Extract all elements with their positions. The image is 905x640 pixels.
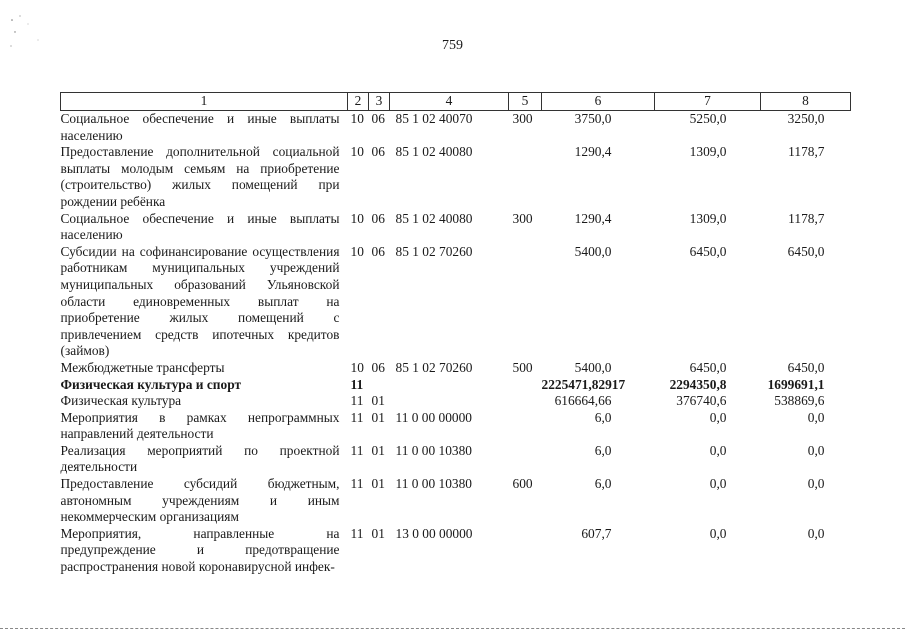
subsection-code: 06	[371, 210, 385, 226]
table-row	[61, 476, 851, 526]
amount-col-8: 6450,0	[787, 243, 825, 259]
amount-col-7: 2294350,8	[669, 376, 727, 392]
amount-col-8: 3250,0	[787, 111, 825, 126]
subsection-code: 01	[371, 525, 385, 541]
column-header-4: 4	[390, 93, 509, 111]
table-row	[61, 526, 851, 576]
table-row	[61, 144, 851, 210]
amount-col-8: 538869,6	[774, 393, 825, 409]
section-code: 11	[350, 476, 364, 492]
column-header-1: 1	[61, 93, 348, 111]
target-article-code: 85 1 02 70260	[395, 243, 473, 259]
target-article-code: 85 1 02 70260	[395, 359, 473, 375]
amount-col-8: 1699691,1	[767, 376, 825, 392]
table-row	[61, 111, 851, 145]
amount-col-6: 1290,4	[574, 144, 612, 160]
amount-col-7: 6450,0	[689, 359, 727, 375]
target-article-code: 13 0 00 00000	[395, 525, 473, 541]
target-article-code: 85 1 02 40080	[395, 210, 473, 226]
amount-col-8: 0,0	[807, 525, 825, 541]
amount-col-7: 0,0	[709, 442, 727, 458]
amount-col-8: 0,0	[807, 476, 825, 492]
section-code: 11	[350, 409, 364, 425]
column-header-8: 8	[761, 93, 851, 111]
section-code: 10	[350, 111, 364, 126]
subsection-code: 01	[371, 409, 385, 425]
subsection-code: 01	[371, 393, 385, 409]
column-header-6: 6	[542, 93, 655, 111]
row-name: Мероприятия, направленные на предупреждение и предотвращение распространения новой коронавирусной инфек-	[60, 525, 340, 575]
table-row	[61, 410, 851, 443]
subsection-code: 01	[371, 476, 385, 492]
section-code: 10	[350, 210, 364, 226]
target-article-code	[390, 377, 509, 394]
amount-col-6: 6,0	[594, 476, 612, 492]
amount-col-6: 6,0	[594, 409, 612, 425]
column-header-2: 2	[348, 93, 369, 111]
amount-col-7: 1309,0	[689, 144, 727, 160]
amount-col-8: 6450,0	[787, 359, 825, 375]
section-code: 11	[350, 376, 364, 392]
row-name: Межбюджетные трансферты	[60, 359, 225, 375]
table-row	[61, 377, 851, 394]
row-name: Физическая культура и спорт	[60, 376, 242, 392]
target-article-code: 11 0 00 10380	[395, 442, 472, 458]
expense-type-code	[509, 443, 542, 476]
amount-col-6: 1290,4	[574, 210, 612, 226]
expense-type-code	[509, 377, 542, 394]
section-code: 11	[350, 525, 364, 541]
amount-col-6: 5400,0	[574, 243, 612, 259]
row-name: Реализация мероприятий по проектной деятельности	[60, 442, 340, 475]
amount-col-8: 1178,7	[788, 210, 825, 226]
section-code: 10	[350, 359, 364, 375]
amount-col-7: 6450,0	[689, 243, 727, 259]
target-article-code: 11 0 00 00000	[395, 409, 472, 425]
expense-type-code	[509, 526, 542, 576]
amount-col-8: 0,0	[807, 442, 825, 458]
target-article-code	[390, 393, 509, 410]
expense-type-code: 300	[512, 210, 533, 226]
subsection-code: 01	[371, 442, 385, 458]
page-edge-line	[0, 628, 905, 629]
row-name: Предоставление дополнительной социальной выплаты молодым семьям на приобретение (строительство) жилых помещений при рождении ребёнка	[60, 144, 340, 209]
table-body	[61, 111, 851, 576]
table-row	[61, 443, 851, 476]
expense-type-code: 500	[512, 359, 533, 375]
target-article-code: 85 1 02 40080	[395, 144, 473, 160]
row-name: Субсидии на софинансирование осуществления работникам муниципальных учреждений муниципальных образований Ульяновской области единовременных выплат на приобретение жилых помещений с привлечением средств ипотечных кредитов (займов)	[60, 243, 340, 359]
table-row	[61, 393, 851, 410]
column-header-5: 5	[509, 93, 542, 111]
amount-col-6: 2225471,82917	[541, 376, 626, 392]
section-code: 10	[350, 243, 364, 259]
expense-type-code	[509, 410, 542, 443]
expense-type-code	[509, 144, 542, 210]
budget-table	[60, 92, 851, 576]
section-code: 11	[350, 393, 364, 409]
row-name: Социальное обеспечение и иные выплаты населению	[60, 210, 340, 243]
amount-col-8: 1178,7	[788, 144, 825, 160]
column-header-3: 3	[369, 93, 390, 111]
amount-col-6: 5400,0	[574, 359, 612, 375]
table-row	[61, 360, 851, 377]
amount-col-7: 1309,0	[689, 210, 727, 226]
subsection-code: 06	[371, 243, 385, 259]
amount-col-6: 6,0	[594, 442, 612, 458]
subsection-code: 06	[371, 111, 385, 126]
expense-type-code	[509, 393, 542, 410]
expense-type-code: 300	[512, 111, 533, 126]
amount-col-6: 616664,66	[554, 393, 612, 409]
section-code: 10	[350, 144, 364, 160]
amount-col-7: 5250,0	[689, 111, 727, 126]
row-name: Предоставление субсидий бюджетным, автономным учреждениям и иным некоммерческим организациям	[60, 476, 340, 525]
amount-col-6: 607,7	[581, 525, 612, 541]
row-name: Мероприятия в рамках непрограммных направлений деятельности	[60, 409, 340, 442]
expense-type-code: 600	[512, 476, 533, 492]
table-header	[61, 93, 851, 111]
amount-col-8: 0,0	[807, 409, 825, 425]
table-row	[61, 211, 851, 244]
row-name: Социальное обеспечение и иные выплаты населению	[60, 111, 340, 143]
subsection-code: 06	[371, 144, 385, 160]
expense-type-code	[509, 244, 542, 360]
target-article-code: 11 0 00 10380	[395, 476, 472, 492]
section-code: 11	[350, 442, 364, 458]
amount-col-7: 0,0	[709, 409, 727, 425]
amount-col-6: 3750,0	[574, 111, 612, 126]
page-number: 759	[442, 38, 463, 53]
subsection-code	[369, 377, 390, 394]
target-article-code: 85 1 02 40070	[395, 111, 473, 126]
column-header-7: 7	[655, 93, 761, 111]
subsection-code: 06	[371, 359, 385, 375]
amount-col-7: 0,0	[709, 476, 727, 492]
amount-col-7: 376740,6	[676, 393, 727, 409]
amount-col-7: 0,0	[709, 525, 727, 541]
table-row	[61, 244, 851, 360]
row-name: Физическая культура	[60, 393, 182, 409]
